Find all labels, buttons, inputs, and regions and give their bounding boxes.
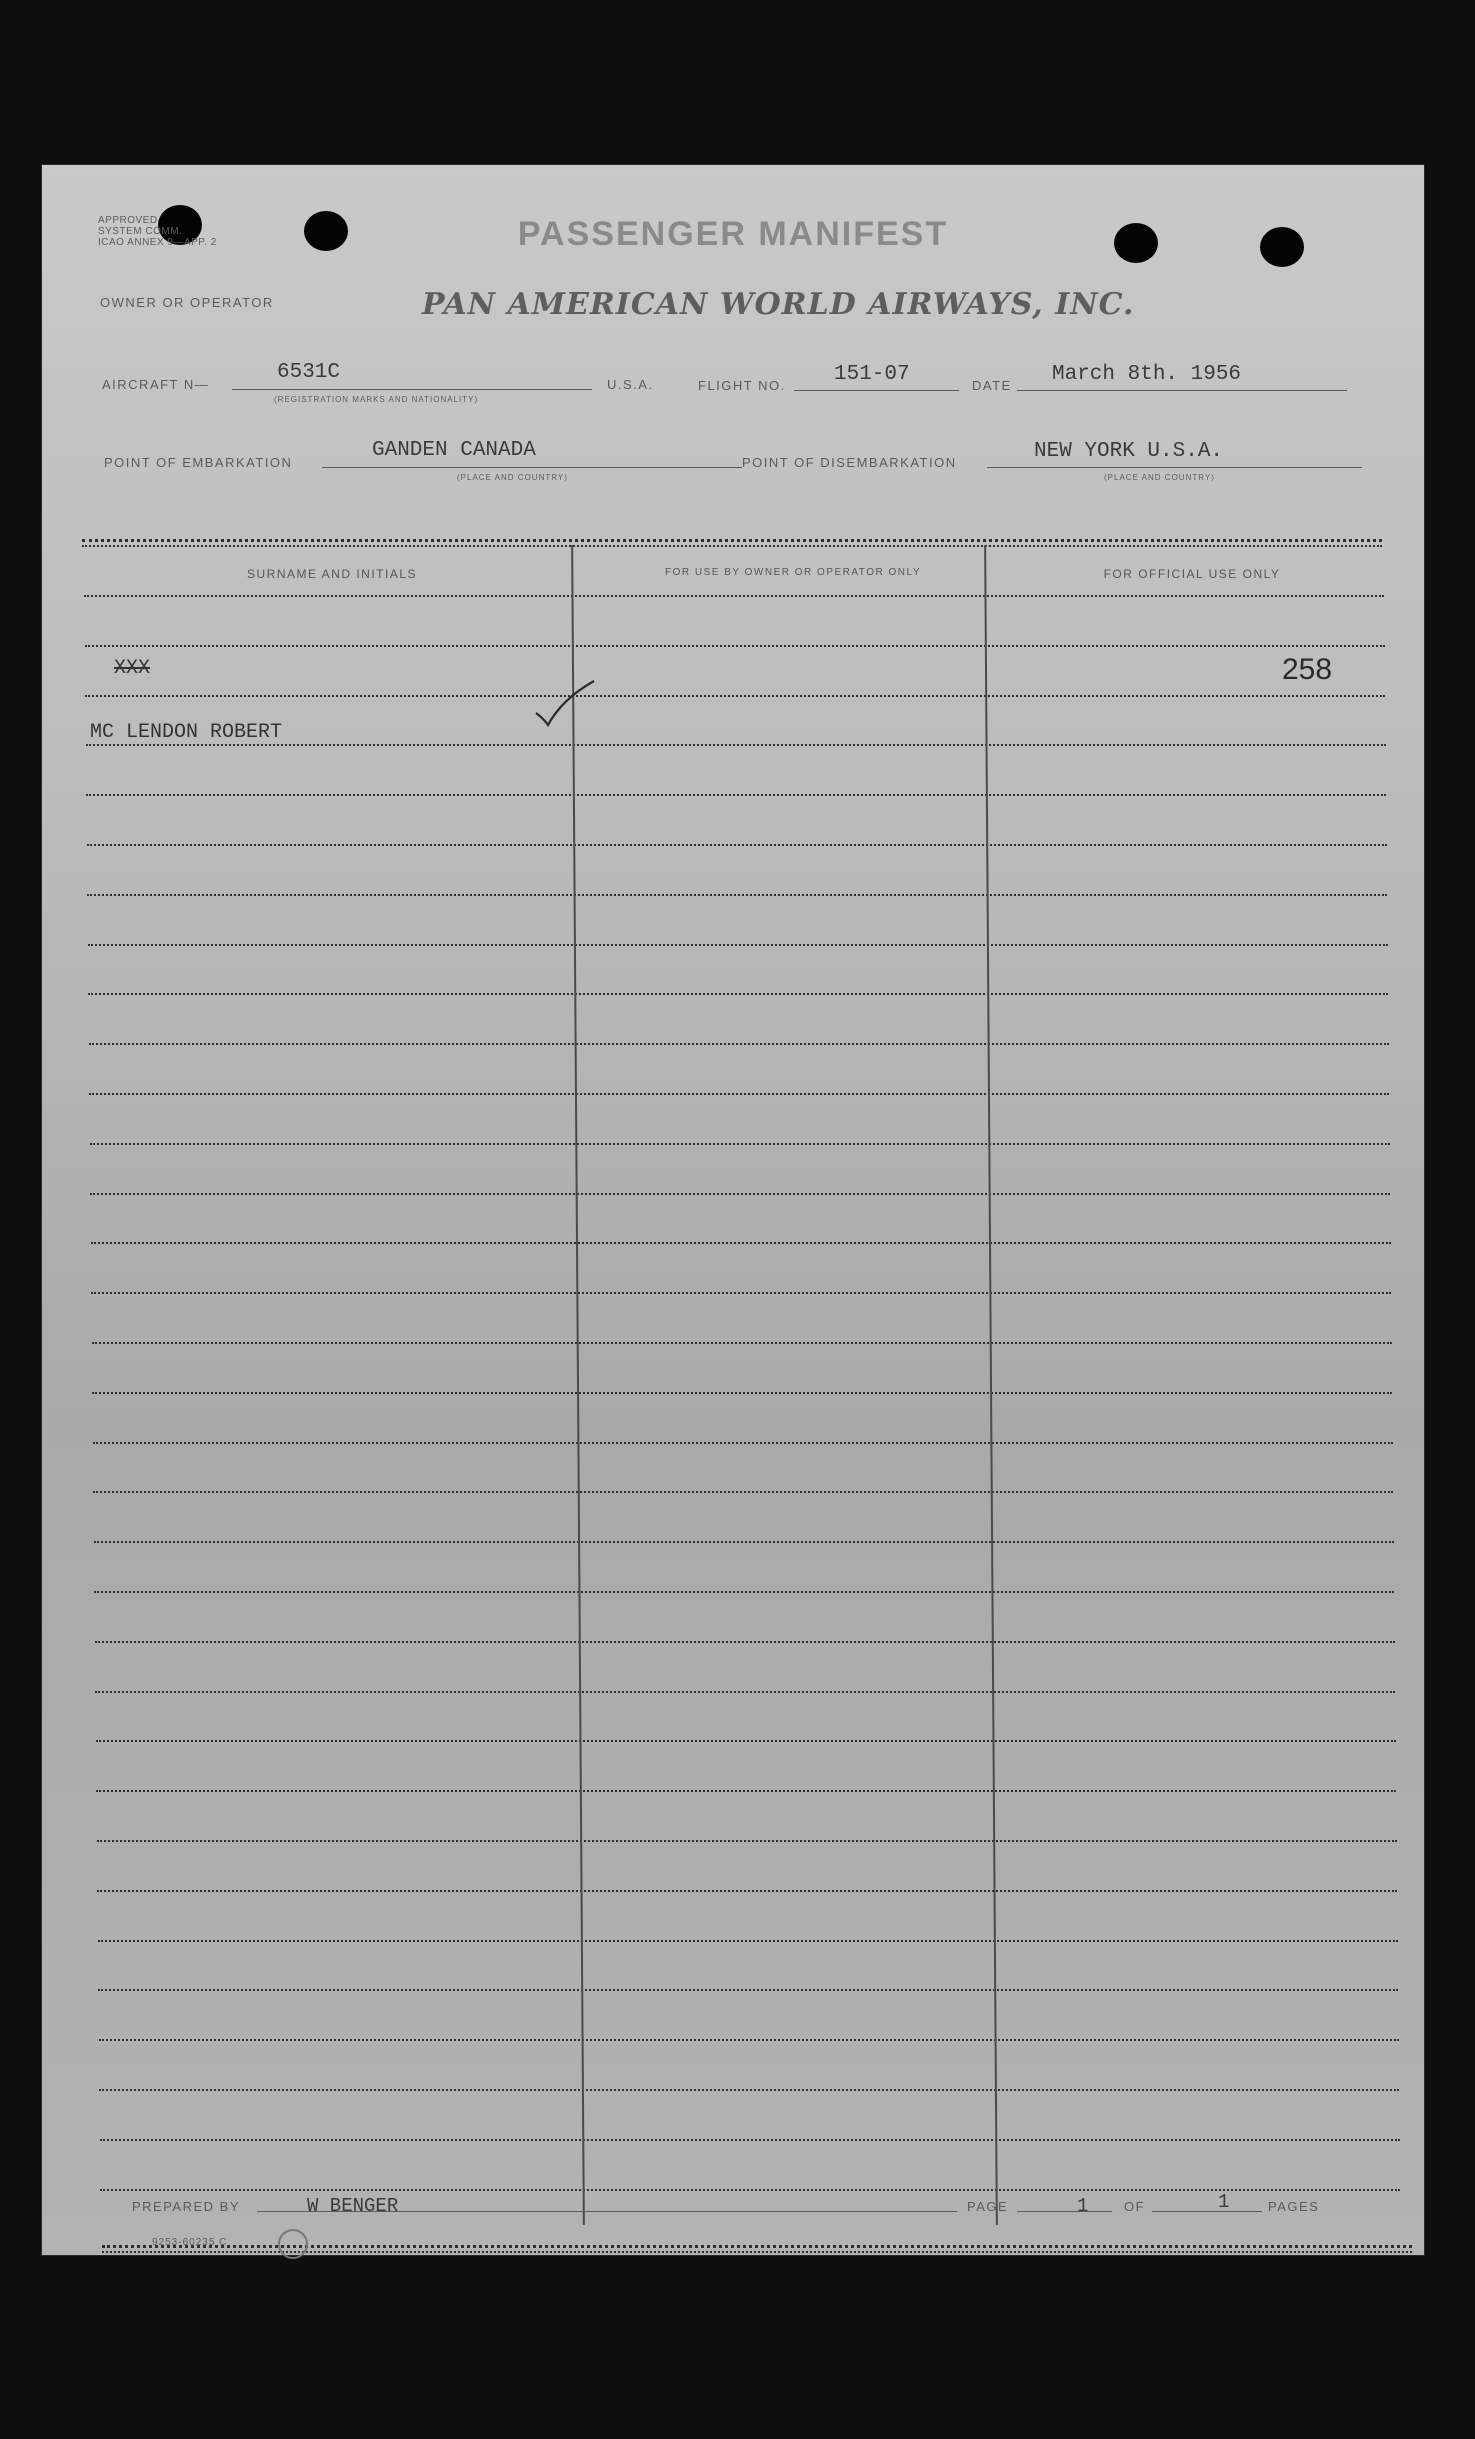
prepared-by-value: W BENGER [307, 2195, 399, 2217]
of-label: OF [1124, 2199, 1146, 2214]
table-row-line [90, 1193, 1390, 1195]
table-row-line [100, 2139, 1400, 2141]
table-row-line [89, 1043, 1389, 1045]
table-row-line [90, 1143, 1390, 1145]
disembark-underline [987, 467, 1362, 468]
owner-label: OWNER OR OPERATOR [100, 295, 274, 310]
table-top-border [82, 539, 1382, 542]
column-header-official: FOR OFFICIAL USE ONLY [1103, 567, 1281, 581]
table-row-line [95, 1691, 1395, 1693]
disembark-value: NEW YORK U.S.A. [1034, 440, 1224, 463]
check-mark-icon [532, 675, 602, 735]
table-row-line [93, 1491, 1393, 1493]
table-row-line [99, 2039, 1399, 2041]
table-row-line [87, 844, 1387, 846]
table-row-line [94, 1591, 1394, 1593]
embark-label: POINT OF EMBARKATION [104, 455, 293, 470]
table-row-line [98, 1940, 1398, 1942]
aircraft-sublabel: (REGISTRATION MARKS AND NATIONALITY) [274, 395, 479, 404]
table-row-line [91, 1292, 1391, 1294]
table-row-line [85, 695, 1385, 697]
disembark-label: POINT OF DISEMBARKATION [742, 455, 957, 470]
table-row-line [84, 595, 1384, 597]
table-row-line [92, 1392, 1392, 1394]
table-row-line [96, 1740, 1396, 1742]
table-row-line [86, 744, 1386, 746]
table-row-line [95, 1641, 1395, 1643]
pages-label: PAGES [1268, 2199, 1320, 2214]
prepared-by-label: PREPARED BY [132, 2199, 241, 2214]
table-row-line [89, 1093, 1389, 1095]
aircraft-label: AIRCRAFT N— [102, 377, 210, 392]
official-number: 258 [1282, 653, 1333, 686]
of-underline [1152, 2211, 1262, 2212]
table-row-line [94, 1541, 1394, 1543]
flight-value: 151-07 [834, 363, 910, 386]
date-underline [1017, 390, 1347, 391]
form-code: 9253-60235 C [152, 2237, 228, 2248]
union-stamp-icon [278, 2229, 308, 2259]
table-row-line [93, 1442, 1393, 1444]
table-row-line [92, 1342, 1392, 1344]
table-row-line [97, 1890, 1397, 1892]
table-row-line [98, 1989, 1398, 1991]
approval-line: ICAO ANNEX 9—APP. 2 [98, 237, 217, 248]
column-header-name: SURNAME AND INITIALS [246, 567, 418, 581]
disembark-sublabel: (PLACE AND COUNTRY) [1104, 473, 1215, 482]
embark-sublabel: (PLACE AND COUNTRY) [457, 473, 568, 482]
table-top-border [82, 545, 1382, 547]
table-row-line [85, 645, 1385, 647]
airline-logo-text: PAN AMERICAN WORLD AIRWAYS, INC. [422, 287, 1135, 322]
flight-label: FLIGHT NO. [698, 378, 786, 393]
table-row-line [96, 1790, 1396, 1792]
table-row-line [88, 993, 1388, 995]
column-divider [984, 545, 998, 2225]
table-row-line [91, 1242, 1391, 1244]
column-header-operator: FOR USE BY OWNER OR OPERATOR ONLY [664, 567, 921, 578]
column-divider [571, 545, 585, 2225]
page-value: 1 [1077, 2195, 1089, 2217]
approval-line: SYSTEM COMM. [98, 226, 183, 237]
approval-line: APPROVED [98, 215, 158, 226]
embark-value: GANDEN CANADA [372, 439, 536, 462]
table-row-line [87, 894, 1387, 896]
table-row-line [86, 794, 1386, 796]
form-title: PASSENGER MANIFEST [517, 215, 949, 253]
of-value: 1 [1218, 2191, 1230, 2213]
table-row-line [99, 2089, 1399, 2091]
embark-underline [322, 467, 742, 468]
manifest-sheet [42, 165, 1424, 2255]
passenger-name: MC LENDON ROBERT [90, 721, 283, 744]
page-label: PAGE [967, 2199, 1009, 2214]
table-row-line [100, 2189, 1400, 2191]
page-underline [1017, 2211, 1112, 2212]
aircraft-suffix: U.S.A. [607, 377, 654, 392]
flight-underline [794, 390, 959, 391]
aircraft-underline [232, 389, 592, 390]
table-row-line [97, 1840, 1397, 1842]
table-row-line [88, 944, 1388, 946]
date-value: March 8th. 1956 [1052, 363, 1242, 386]
date-label: DATE [972, 378, 1012, 393]
aircraft-value: 6531C [277, 361, 341, 384]
passenger-name: XXX [114, 657, 151, 680]
